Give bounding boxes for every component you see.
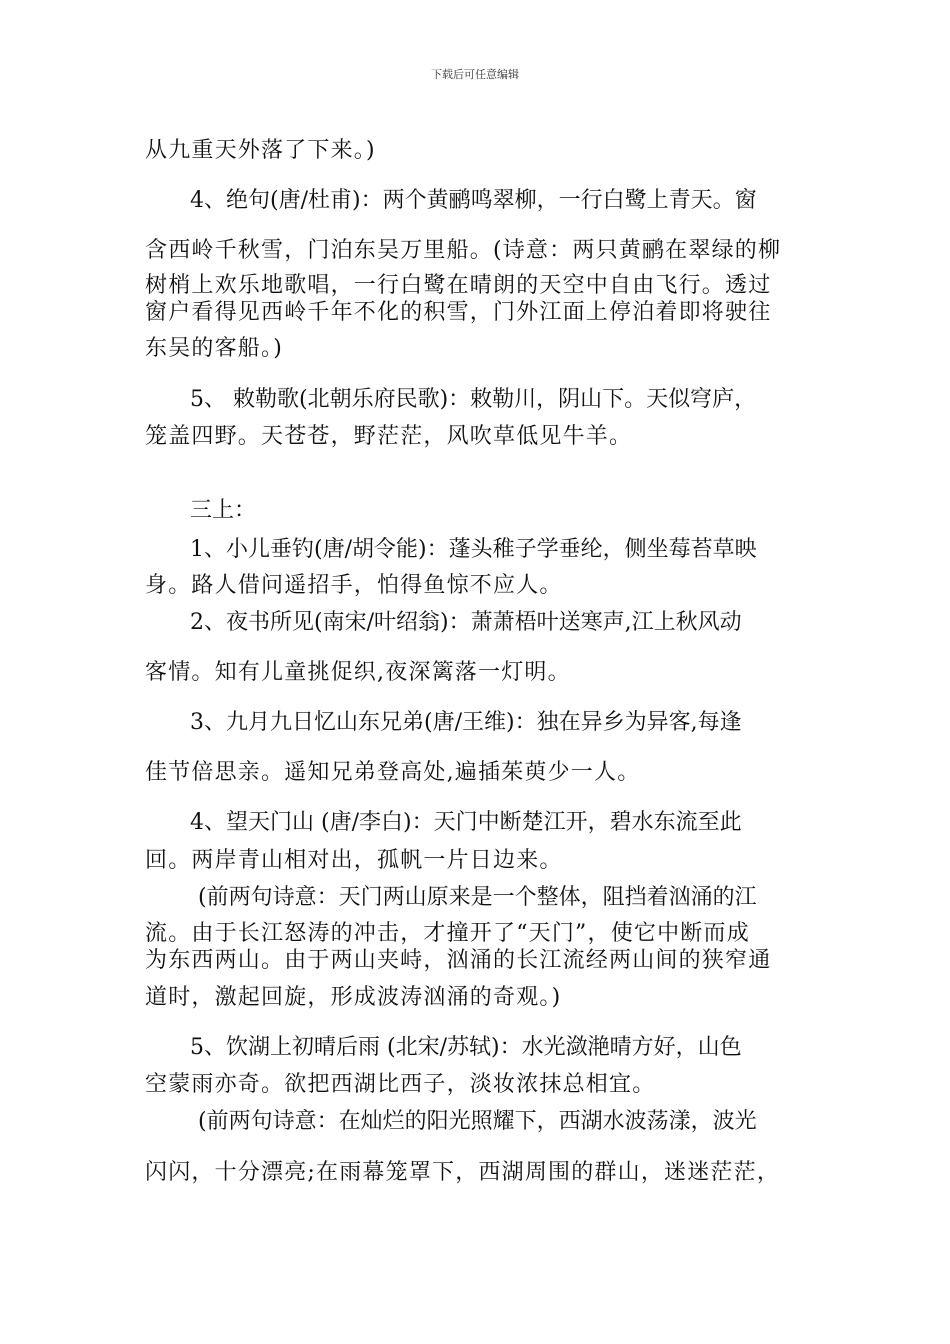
document-page: 下载后可任意编辑 从九重天外落了下来。) 4、绝句(唐/杜甫)：两个黄鹂鸣翠柳，一行白鹭上青天。窗 含西岭千秋雪，门泊东吴万里船。(诗意：两只黄鹂在翠绿的柳 树梢上欢乐地歌唱，一行白鹭在晴朗的天空中自由飞行。透过 窗户看得见西岭千年不化的积雪，门外江面上停泊着即将驶往 东吴的客船。) 5、 敕勒歌(北朝乐府民歌)：敕勒川，阴山下。天似穹庐， 笼盖四野。天苍苍，野茫茫，风吹草低见牛羊。 三上： 1、小儿垂钓(唐/胡令能)：蓬头稚子学垂纶，侧坐莓苔草映 身。路人借问遥招手，怕得鱼惊不应人。 2、夜书所见(南宋/叶绍翁)：萧萧梧叶送寒声,江上秋风动 客情。知有儿童挑促织,夜深篱落一灯明。 3、九月九日忆山东兄弟(唐/王维)：独在异乡为异客,每逢 佳节倍思亲。遥知兄弟登高处,遍插茱萸少一人。 4、望天门山 (唐/李白)：天门中断楚江开，碧水东流至此 回。两岸青山相对出，孤帆一片日边来。 (前两句诗意：天门两山原来是一个整体，阻挡着汹涌的江 流。由于长江怒涛的冲击，才撞开了“天门”，使它中断而成 为东西两山。由于两山夹峙，汹涌的长江流经两山间的狭窄通 道时，激起回旋，形成波涛汹涌的奇观。) 5、饮湖上初晴后雨 (北宋/苏轼)：水光潋滟晴方好，山色 空蒙雨亦奇。欲把西湖比西子，淡妆浓抹总相宜。 (前两句诗意：在灿烂的阳光照耀下，西湖水波荡漾，波光 闪闪，十分漂亮;在雨幕笼罩下，西湖周围的群山，迷迷茫茫， bbox=[0, 0, 950, 1344]
page-header: 下载后可任意编辑 bbox=[431, 68, 519, 81]
